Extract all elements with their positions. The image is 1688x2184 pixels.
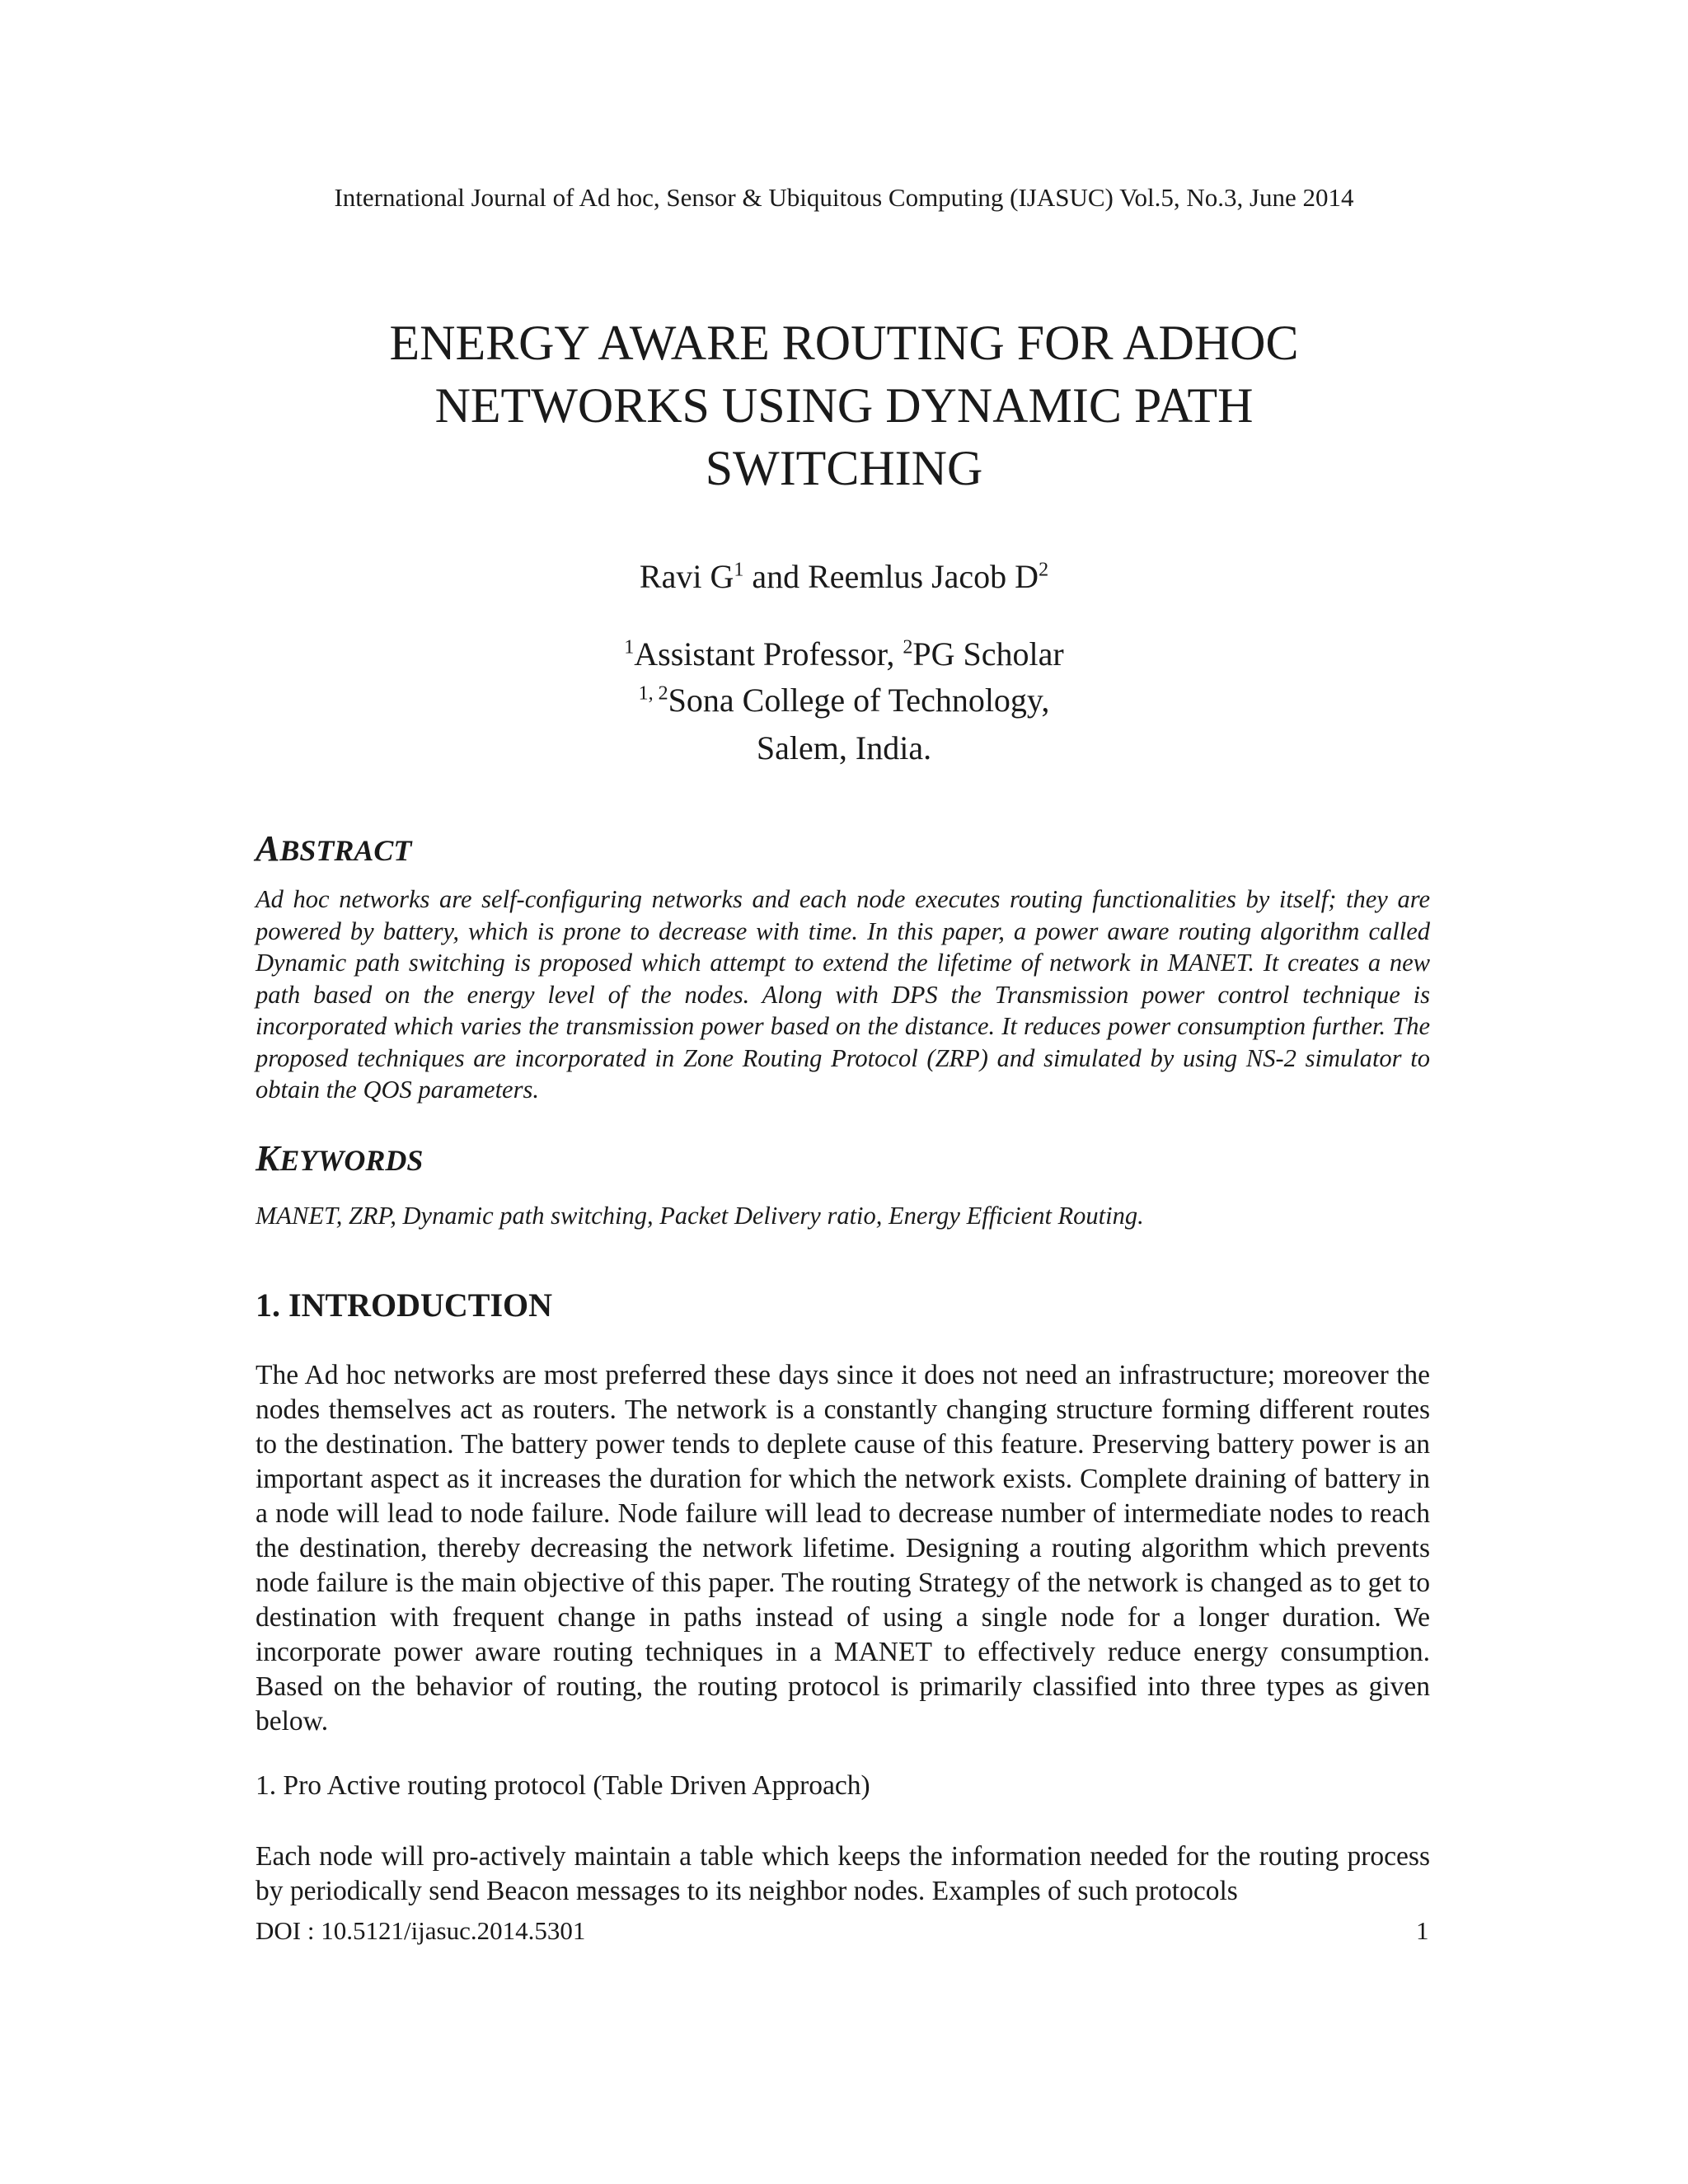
abstract-text: Ad hoc networks are self-configuring networks and each node executes routing functionalities by itself; they are powered by battery, which is prone to decrease with time. In this paper, a power aware routing algorithm called Dynamic path switching is proposed which attempt to extend the lifetime of network in MANET. It creates a new path based on the energy level of the nodes. Along with DPS the Transmission power control technique is incorporated which varies the transmission power based on the distance. It reduces power consumption further. The proposed techniques are incorporated in Zone Routing Protocol (ZRP) and simulated by using NS-2 simulator to obtain the QOS parameters. bbox=[256, 885, 1430, 1104]
role-1: Assistant Professor, bbox=[634, 635, 903, 673]
title-line-2: NETWORKS USING DYNAMIC PATH bbox=[434, 378, 1254, 433]
author-2-sup: 2 bbox=[1039, 559, 1049, 581]
running-head: International Journal of Ad hoc, Sensor & Ubiquitous Computing (IJASUC) Vol.5, No.3, June 2014 bbox=[334, 183, 1354, 212]
author-1: Ravi G bbox=[639, 558, 734, 595]
list-item: 1. Pro Active routing protocol (Table Driven Approach) bbox=[256, 1770, 870, 1801]
title-line-3: SWITCHING bbox=[705, 441, 983, 495]
author-1-sup: 1 bbox=[734, 559, 744, 581]
author-conjunction: and bbox=[743, 558, 809, 595]
introduction-paragraph-2: Each node will pro-actively maintain a table which keeps the information needed for the routing process by periodically send Beacon messages to its neighbor nodes. Examples of such protocols bbox=[256, 1841, 1430, 1906]
introduction-heading: 1. INTRODUCTION bbox=[256, 1286, 553, 1324]
institution-sup: 1, 2 bbox=[638, 682, 668, 705]
author-2: Reemlus Jacob D bbox=[808, 558, 1039, 595]
author-line bbox=[0, 557, 1688, 596]
page-number: 1 bbox=[1416, 1916, 1429, 1945]
paper-title bbox=[247, 312, 1441, 499]
keywords-heading: KEYWORDS bbox=[256, 1138, 424, 1179]
role-2: PG Scholar bbox=[912, 635, 1064, 673]
institution: Sona College of Technology, bbox=[668, 682, 1050, 719]
affiliation-institution bbox=[0, 681, 1688, 719]
doi: DOI : 10.5121/ijasuc.2014.5301 bbox=[256, 1916, 586, 1945]
keywords-text: MANET, ZRP, Dynamic path switching, Packet Delivery ratio, Energy Efficient Routing. bbox=[256, 1202, 1144, 1230]
affiliation-roles bbox=[0, 635, 1688, 673]
introduction-paragraph-1: The Ad hoc networks are most preferred these days since it does not need an infrastructure; moreover the nodes themselves act as routers. The network is a constantly changing structure forming different routes to the destination. The battery power tends to deplete cause of this feature. Preserving battery power is an important aspect as it increases the duration for which the network exists. Complete draining of battery in a node will lead to node failure. Node failure will lead to decrease number of intermediate nodes to reach the destination, thereby decreasing the network lifetime. Designing a routing algorithm which prevents node failure is the main objective of this paper. The routing Strategy of the network is changed as to get to destination with frequent change in paths instead of using a single node for a longer duration. We incorporate power aware routing techniques in a MANET to effectively reduce energy consumption. Based on the behavior of routing, the routing protocol is primarily classified into three types as given below. bbox=[256, 1360, 1430, 1736]
title-line-1: ENERGY AWARE ROUTING FOR ADHOC bbox=[389, 316, 1299, 370]
role-1-sup: 1 bbox=[624, 636, 635, 658]
affiliation-location: Salem, India. bbox=[756, 729, 932, 766]
abstract-heading: ABSTRACT bbox=[256, 828, 412, 869]
role-2-sup: 2 bbox=[903, 636, 913, 658]
